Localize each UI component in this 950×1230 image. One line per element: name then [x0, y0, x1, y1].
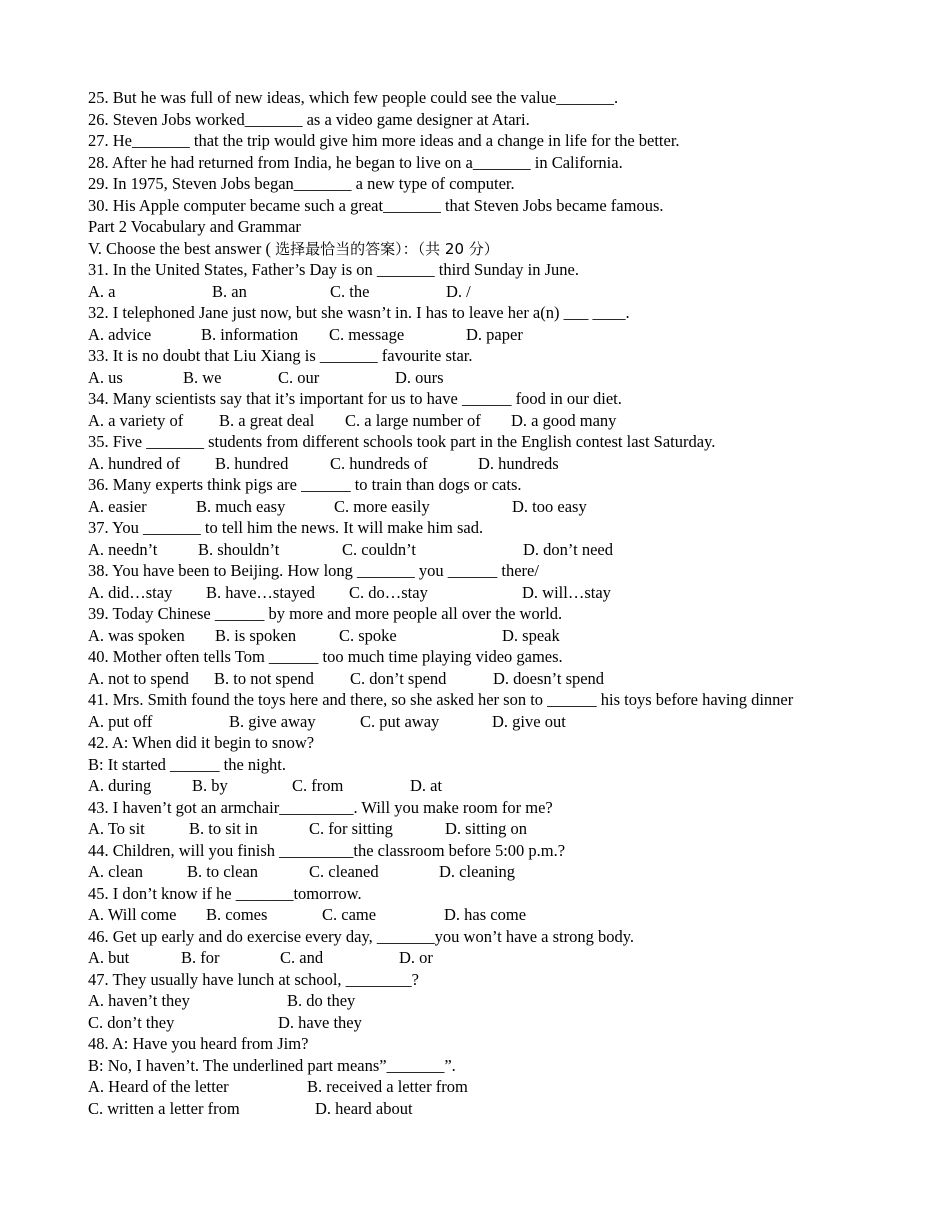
option-c: C. don’t they — [88, 1012, 175, 1032]
option-b: B. give away — [229, 711, 316, 731]
option-a: A. a — [88, 281, 116, 301]
option-a: A. us — [88, 367, 123, 387]
option-d: D. has come — [444, 905, 527, 924]
option-c: C. hundreds of — [330, 453, 428, 473]
question-37-stem: 37. You _______ to tell him the news. It will make him sad. — [88, 518, 484, 537]
question-33-options — [88, 367, 878, 389]
option-b: B. information — [201, 324, 299, 344]
option-b: B. is spoken — [215, 625, 297, 645]
question-31-stem: 31. In the United States, Father’s Day is on _______ third Sunday in June. — [88, 260, 579, 279]
option-c: C. the — [330, 281, 370, 301]
option-a: A. not to spend — [88, 668, 189, 688]
option-b: B. do they — [287, 991, 356, 1010]
option-b: B. to not spend — [214, 668, 314, 688]
question-31-options — [88, 281, 878, 303]
section-heading-en: V. Choose the best answer ( — [88, 238, 271, 258]
option-b: B. shouldn’t — [198, 539, 280, 559]
option-d: D. or — [399, 948, 433, 967]
option-d: D. don’t need — [523, 539, 613, 559]
option-d: D. a good many — [511, 410, 617, 430]
question-45-stem: 45. I don’t know if he _______tomorrow. — [88, 883, 362, 903]
option-a: A. needn’t — [88, 539, 158, 559]
question-47-stem: 47. They usually have lunch at school, ________? — [88, 969, 420, 989]
question-40-stem: 40. Mother often tells Tom ______ too much time playing video games. — [88, 647, 563, 666]
question-28: 28. After he had returned from India, he began to live on a_______ in California. — [88, 152, 623, 172]
option-a: A. but — [88, 948, 130, 967]
option-d: D. have they — [278, 1012, 362, 1032]
question-38-options — [88, 582, 878, 604]
option-c: C. spoke — [339, 625, 397, 645]
option-a: A. advice — [88, 324, 152, 344]
option-c: C. put away — [360, 711, 440, 731]
option-c: C. and — [280, 948, 324, 967]
question-25: 25. But he was full of new ideas, which few people could see the value_______. — [88, 88, 619, 107]
question-35-stem: 35. Five _______ students from different schools took part in the English contest last Saturday. — [88, 432, 716, 451]
option-b: B. to sit in — [189, 819, 258, 838]
option-d: D. hundreds — [478, 453, 559, 473]
question-48-stem: 48. A: Have you heard from Jim? — [88, 1034, 309, 1053]
question-38-stem: 38. You have been to Beijing. How long _______ you ______ there/ — [88, 561, 539, 580]
option-c: C. more easily — [334, 496, 430, 516]
question-47-options-cd — [88, 1012, 878, 1034]
option-c: C. don’t spend — [350, 668, 447, 688]
option-b: B. a great deal — [219, 410, 315, 430]
option-c: C. a large number of — [345, 410, 481, 430]
question-43-options — [88, 818, 878, 840]
question-37-options — [88, 539, 878, 561]
option-c: C. cleaned — [309, 862, 379, 881]
question-42-stem: 42. A: When did it begin to snow? — [88, 733, 315, 752]
question-26: 26. Steven Jobs worked_______ as a video game designer at Atari. — [88, 109, 530, 129]
option-d: D. paper — [466, 324, 523, 344]
option-a: A. during — [88, 776, 152, 795]
option-b: B. much easy — [196, 496, 286, 516]
option-d: D. at — [410, 776, 443, 795]
question-42-options — [88, 775, 878, 797]
option-a: A. hundred of — [88, 453, 181, 473]
option-c: C. from — [292, 776, 344, 795]
question-29: 29. In 1975, Steven Jobs began_______ a new type of computer. — [88, 174, 515, 193]
option-b: B. to clean — [187, 862, 259, 881]
option-b: B. hundred — [215, 453, 289, 473]
question-34-stem: 34. Many scientists say that it’s important for us to have ______ food in our diet. — [88, 389, 622, 408]
question-48-options-cd — [88, 1098, 878, 1120]
option-d: D. sitting on — [445, 819, 528, 838]
question-34-options — [88, 410, 878, 432]
option-d: D. doesn’t spend — [493, 668, 605, 688]
option-b: B. we — [183, 367, 222, 387]
question-42-stem-b: B: It started ______ the night. — [88, 754, 286, 774]
question-32-options — [88, 324, 878, 346]
question-27: 27. He_______ that the trip would give him more ideas and a change in life for the better. — [88, 131, 680, 150]
option-b: B. by — [192, 776, 228, 795]
option-b: B. comes — [206, 905, 268, 924]
option-d: D. will…stay — [522, 582, 611, 602]
question-36-options — [88, 496, 878, 518]
question-32-stem: 32. I telephoned Jane just now, but she wasn’t in. I has to leave her a(n) ___ ____. — [88, 303, 630, 322]
option-a: A. Heard of the letter — [88, 1077, 229, 1096]
option-a: A. put off — [88, 711, 153, 731]
option-b: B. an — [212, 281, 247, 301]
option-a: A. did…stay — [88, 582, 173, 602]
option-d: D. speak — [502, 625, 560, 645]
question-46-options — [88, 947, 878, 969]
option-c: C. written a letter from — [88, 1098, 240, 1118]
option-a: A. easier — [88, 496, 147, 516]
option-c: C. for sitting — [309, 819, 393, 838]
option-b: B. have…stayed — [206, 582, 316, 602]
option-c: C. couldn’t — [342, 539, 416, 559]
exam-page — [88, 87, 878, 1119]
question-44-stem: 44. Children, will you finish _________the classroom before 5:00 p.m.? — [88, 840, 566, 860]
option-c: C. do…stay — [349, 582, 428, 602]
option-c: C. came — [322, 905, 377, 924]
question-46-stem: 46. Get up early and do exercise every day, _______you won’t have a strong body. — [88, 926, 635, 946]
option-d: D. heard about — [315, 1098, 413, 1118]
question-39-stem: 39. Today Chinese ______ by more and more people all over the world. — [88, 604, 563, 623]
part-heading: Part 2 Vocabulary and Grammar — [88, 217, 301, 236]
option-a: A. clean — [88, 862, 143, 881]
question-33-stem: 33. It is no doubt that Liu Xiang is _______ favourite star. — [88, 346, 473, 365]
question-47-options-ab — [88, 990, 878, 1012]
option-d: D. too easy — [512, 496, 587, 516]
option-d: D. cleaning — [439, 862, 516, 881]
question-30: 30. His Apple computer became such a great_______ that Steven Jobs became famous. — [88, 195, 664, 215]
option-b: B. for — [181, 948, 220, 967]
question-35-options — [88, 453, 878, 475]
question-41-options — [88, 711, 878, 733]
option-a: A. was spoken — [88, 625, 185, 645]
question-45-options — [88, 904, 878, 926]
option-d: D. / — [446, 281, 471, 301]
option-a: A. haven’t they — [88, 991, 190, 1010]
question-48-stem-b: B: No, I haven’t. The underlined part means”_______”. — [88, 1055, 456, 1075]
option-a: A. Will come — [88, 905, 177, 924]
question-48-options-ab — [88, 1076, 878, 1098]
question-39-options — [88, 625, 878, 647]
option-a: A. a variety of — [88, 410, 184, 430]
section-heading — [88, 238, 878, 260]
question-40-options — [88, 668, 878, 690]
question-44-options — [88, 861, 878, 883]
section-heading-cn: 选择最恰当的答案）：（共 20 分） — [275, 239, 499, 258]
question-41-stem: 41. Mrs. Smith found the toys here and there, so she asked her son to ______ his toys before having dinner — [88, 690, 794, 709]
question-43-stem: 43. I haven’t got an armchair_________. Will you make room for me? — [88, 797, 553, 817]
option-d: D. ours — [395, 367, 444, 387]
option-a: A. To sit — [88, 819, 145, 838]
question-36-stem: 36. Many experts think pigs are ______ to train than dogs or cats. — [88, 475, 522, 494]
option-c: C. message — [329, 324, 405, 344]
option-b: B. received a letter from — [307, 1077, 468, 1096]
option-d: D. give out — [492, 711, 566, 731]
option-c: C. our — [278, 367, 320, 387]
